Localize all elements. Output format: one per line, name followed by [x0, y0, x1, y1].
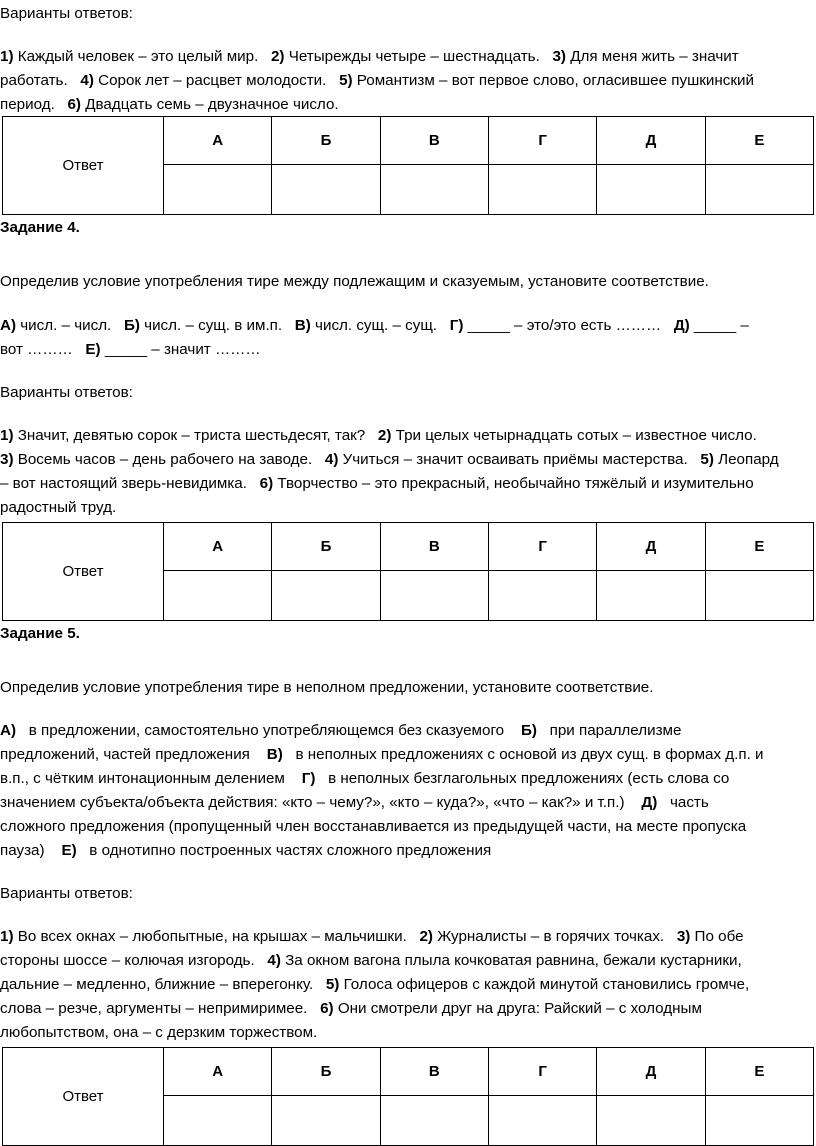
condition-letter: В) [266, 746, 283, 763]
conditions-line [0, 719, 812, 742]
options-line [0, 997, 812, 1020]
option-text: Голоса офицеров с каждой минутой становились громче, [339, 976, 750, 993]
condition-letter: Д) [673, 317, 690, 334]
answer-table [2, 116, 814, 215]
conditions-line [0, 767, 812, 790]
option-number: 4) [324, 451, 339, 468]
condition-text: в однотипно построенных частях сложного предложения [76, 842, 492, 859]
answer-letter: Е [705, 117, 813, 165]
condition-letter: Б) [123, 317, 140, 334]
answer-cell[interactable] [380, 571, 488, 621]
answer-cell[interactable] [272, 165, 380, 215]
answer-letter: Г [488, 117, 596, 165]
condition-text: предложений, частей предложения [0, 746, 250, 763]
answer-letter: В [380, 523, 488, 571]
answer-label: Ответ [3, 523, 164, 621]
answer-letter: Б [272, 117, 380, 165]
option-text: период. [0, 96, 55, 113]
conditions-line [0, 314, 812, 337]
answer-letter: Б [272, 523, 380, 571]
answer-cell[interactable] [597, 1096, 705, 1146]
condition-text: числ. – числ. [16, 317, 112, 334]
option-number: 3) [552, 48, 566, 65]
condition-text: значением субъекта/объекта действия: «кто – чему?», «кто – куда?», «что – как?» и т.п.) [0, 794, 625, 811]
option-text: Каждый человек – это целый мир. [13, 48, 259, 65]
condition-letter: Е) [61, 842, 77, 859]
answer-letter: Е [705, 523, 813, 571]
option-text: слова – резче, аргументы – непримиримее. [0, 1000, 308, 1017]
answer-letter: Д [597, 523, 705, 571]
answer-label: Ответ [3, 1048, 164, 1146]
variants-heading: Варианты ответов: [0, 5, 133, 22]
option-text: Журналисты – в горячих точках. [432, 928, 665, 945]
answer-cell[interactable] [705, 1096, 813, 1146]
answer-letter: В [380, 117, 488, 165]
answer-cell[interactable] [705, 165, 813, 215]
task-instruction: Определив условие употребления тире между подлежащим и сказуемым, установите соответствие. [0, 273, 709, 290]
answer-cell[interactable] [488, 571, 596, 621]
answer-letter: А [164, 1048, 272, 1096]
option-number: 4) [80, 72, 94, 89]
condition-letter: А) [0, 722, 17, 739]
option-text: Во всех окнах – любопытные, на крышах – мальчишки. [13, 928, 407, 945]
option-text: Восемь часов – день рабочего на заводе. [13, 451, 313, 468]
option-text: любопытством, она – с дерзким торжеством. [0, 1024, 318, 1041]
variants-heading: Варианты ответов: [0, 885, 133, 902]
options-line [0, 925, 812, 948]
condition-letter: Е) [85, 341, 101, 358]
option-text: Для меня жить – значит [566, 48, 739, 65]
options-line [0, 949, 812, 972]
option-text: стороны шоссе – колючая изгородь. [0, 952, 255, 969]
answer-cell[interactable] [597, 165, 705, 215]
option-number: 5) [339, 72, 353, 89]
condition-text: в предложении, самостоятельно употребляющемся без сказуемого [16, 722, 505, 739]
task-title: Задание 5. [0, 625, 80, 642]
condition-text: _____ – значит ……… [100, 341, 261, 358]
option-number: 3) [0, 451, 14, 468]
answer-cell[interactable] [164, 1096, 272, 1146]
answer-table [2, 1047, 814, 1146]
options-line [0, 496, 812, 519]
option-number: 5) [700, 451, 714, 468]
options-line [0, 69, 812, 92]
answer-cell[interactable] [272, 571, 380, 621]
condition-text: _____ – это/это есть ……… [463, 317, 662, 334]
answer-cell[interactable] [380, 1096, 488, 1146]
option-number: 6) [259, 475, 274, 492]
conditions-line [0, 338, 812, 361]
answer-cell[interactable] [705, 571, 813, 621]
option-text: Учиться – значит осваивать приёмы мастерства. [338, 451, 688, 468]
condition-letter: В) [294, 317, 311, 334]
answer-letter: Г [488, 523, 596, 571]
condition-text: пауза) [0, 842, 45, 859]
condition-text: числ. – сущ. в им.п. [139, 317, 283, 334]
option-number: 5) [325, 976, 340, 993]
answer-letter: Е [705, 1048, 813, 1096]
conditions-line [0, 815, 812, 838]
condition-text: часть [657, 794, 709, 811]
answer-cell[interactable] [164, 571, 272, 621]
option-text: Четырежды четыре – шестнадцать. [284, 48, 540, 65]
task-title: Задание 4. [0, 219, 80, 236]
condition-letter: Г) [301, 770, 316, 787]
condition-letter: Д) [641, 794, 658, 811]
option-text: Творчество – это прекрасный, необычайно тяжёлый и изумительно [273, 475, 754, 492]
answer-letter: А [164, 523, 272, 571]
condition-text: _____ – [689, 317, 749, 334]
task-instruction: Определив условие употребления тире в неполном предложении, установите соответствие. [0, 679, 654, 696]
conditions-line [0, 743, 812, 766]
variants-heading: Варианты ответов: [0, 384, 133, 401]
option-number: 6) [67, 96, 81, 113]
condition-text: в неполных безглагольных предложениях (есть слова со [315, 770, 730, 787]
option-text: радостный труд. [0, 499, 117, 516]
answer-letter: Д [597, 1048, 705, 1096]
condition-letter: Б) [520, 722, 537, 739]
options-line [0, 973, 812, 996]
condition-text: в неполных предложениях с основой из двух сущ. в формах д.п. и [282, 746, 764, 763]
option-text: По обе [690, 928, 744, 945]
answer-letter: Д [597, 117, 705, 165]
conditions-line [0, 791, 812, 814]
option-number: 2) [419, 928, 433, 945]
condition-letter: А) [0, 317, 17, 334]
condition-letter: Г) [449, 317, 464, 334]
condition-text: числ. сущ. – сущ. [310, 317, 438, 334]
answer-letter: Б [272, 1048, 380, 1096]
option-text: За окном вагона плыла кочковатая равнина, бежали кустарники, [280, 952, 742, 969]
answer-cell[interactable] [380, 165, 488, 215]
option-number: 1) [0, 427, 14, 444]
answer-cell[interactable] [272, 1096, 380, 1146]
options-line [0, 424, 812, 447]
option-text: – вот настоящий зверь-невидимка. [0, 475, 247, 492]
answer-cell[interactable] [597, 571, 705, 621]
options-line [0, 45, 812, 68]
answer-letter: А [164, 117, 272, 165]
conditions-line [0, 839, 812, 862]
option-text: Леопард [713, 451, 779, 468]
option-number: 3) [676, 928, 691, 945]
answer-cell[interactable] [488, 165, 596, 215]
answer-cell[interactable] [164, 165, 272, 215]
condition-text: сложного предложения (пропущенный член восстанавливается из предыдущей части, на месте пропуска [0, 818, 747, 835]
answer-letter: Г [488, 1048, 596, 1096]
option-number: 4) [267, 952, 281, 969]
option-text: Двадцать семь – двузначное число. [80, 96, 339, 113]
option-text: Сорок лет – расцвет молодости. [93, 72, 327, 89]
option-text: Они смотрели друг на друга: Райский – с холодным [333, 1000, 702, 1017]
answer-letter: В [380, 1048, 488, 1096]
option-text: Значит, девятью сорок – триста шестьдесят, так? [13, 427, 366, 444]
answer-label: Ответ [3, 117, 164, 215]
condition-text: в.п., с чётким интонационным делением [0, 770, 285, 787]
option-text: дальние – медленно, ближние – вперегонку. [0, 976, 314, 993]
options-line [0, 472, 812, 495]
option-number: 2) [270, 48, 285, 65]
options-line [0, 448, 812, 471]
option-text: Три целых четырнадцать сотых – известное число. [391, 427, 757, 444]
option-number: 1) [0, 928, 14, 945]
options-line [0, 1021, 812, 1044]
option-number: 1) [0, 48, 14, 65]
option-number: 2) [377, 427, 392, 444]
answer-table [2, 522, 814, 621]
condition-text: при параллелизме [536, 722, 682, 739]
option-text: работать. [0, 72, 68, 89]
answer-cell[interactable] [488, 1096, 596, 1146]
option-text: Романтизм – вот первое слово, огласившее пушкинский [352, 72, 755, 89]
options-line [0, 93, 812, 116]
condition-text: вот ……… [0, 341, 73, 358]
option-number: 6) [320, 1000, 334, 1017]
